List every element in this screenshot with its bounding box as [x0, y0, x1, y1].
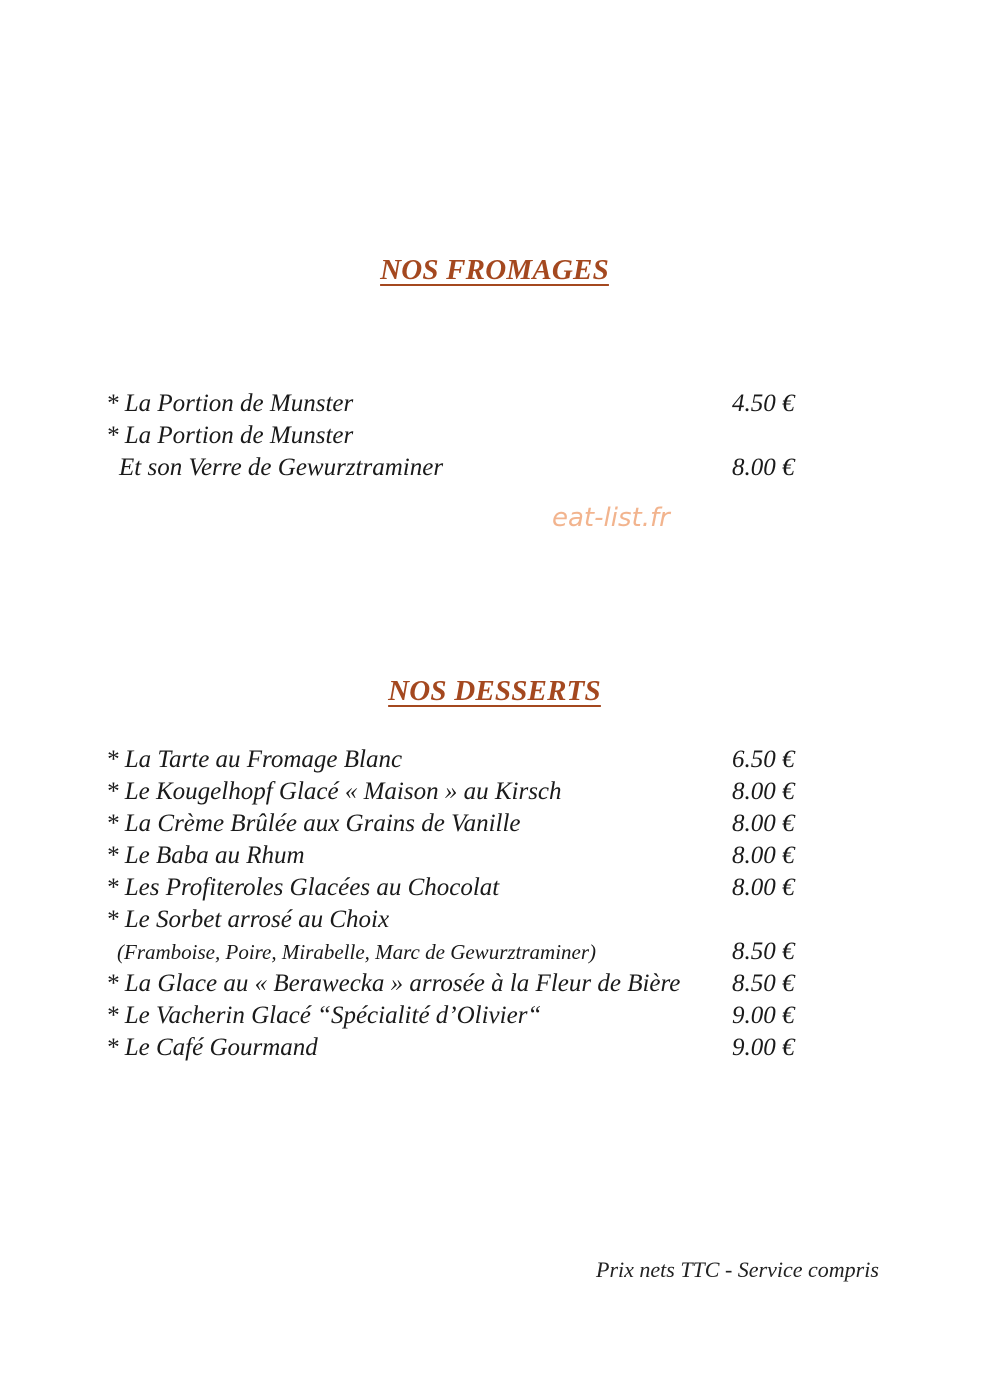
item-name: * La Tarte au Fromage Blanc — [106, 746, 403, 773]
list-item — [106, 1032, 806, 1064]
list-item — [106, 452, 806, 484]
item-price: 4.50 € — [732, 390, 795, 417]
item-name: * La Glace au « Berawecka » arrosée à la Fleur de Bière — [106, 970, 681, 997]
item-price: 8.00 € — [732, 874, 795, 901]
item-name: Et son Verre de Gewurztraminer — [119, 454, 444, 481]
list-item — [106, 744, 806, 776]
list-item — [106, 904, 806, 936]
list-item — [106, 808, 806, 840]
item-name: * Le Café Gourmand — [106, 1034, 318, 1061]
list-item — [106, 968, 806, 1000]
list-item — [106, 388, 806, 420]
item-price: 8.50 € — [732, 938, 795, 965]
footer-note: Prix nets TTC - Service compris — [596, 1257, 879, 1282]
item-price: 8.00 € — [732, 778, 795, 805]
list-item — [106, 1000, 806, 1032]
item-price: 8.50 € — [732, 970, 795, 997]
list-item — [106, 872, 806, 904]
item-name: * Le Vacherin Glacé “Spécialité d’Olivier“ — [106, 1002, 542, 1029]
item-price: 8.00 € — [732, 810, 795, 837]
item-name: * Le Sorbet arrosé au Choix — [106, 906, 390, 933]
item-name: * Le Kougelhopf Glacé « Maison » au Kirsch — [106, 778, 562, 805]
item-price: 6.50 € — [732, 746, 795, 773]
item-name: * La Crème Brûlée aux Grains de Vanille — [106, 810, 521, 837]
desserts-list — [106, 744, 806, 1064]
fromages-list — [106, 388, 806, 484]
item-name: * Les Profiteroles Glacées au Chocolat — [106, 874, 500, 901]
item-name: * La Portion de Munster — [106, 422, 354, 449]
item-price: 8.00 € — [732, 842, 795, 869]
item-price: 9.00 € — [732, 1034, 795, 1061]
watermark: eat-list.fr — [552, 503, 670, 533]
list-item — [106, 420, 806, 452]
item-name: * Le Baba au Rhum — [106, 842, 305, 869]
desserts-title: NOS DESSERTS — [388, 675, 601, 707]
item-name: * La Portion de Munster — [106, 390, 354, 417]
item-price: 9.00 € — [732, 1002, 795, 1029]
item-price: 8.00 € — [732, 454, 795, 481]
fromages-title: NOS FROMAGES — [380, 254, 609, 286]
list-item — [106, 840, 806, 872]
item-name: (Framboise, Poire, Mirabelle, Marc de Gewurztraminer) — [117, 940, 597, 964]
list-item — [106, 776, 806, 808]
list-item — [106, 936, 806, 968]
